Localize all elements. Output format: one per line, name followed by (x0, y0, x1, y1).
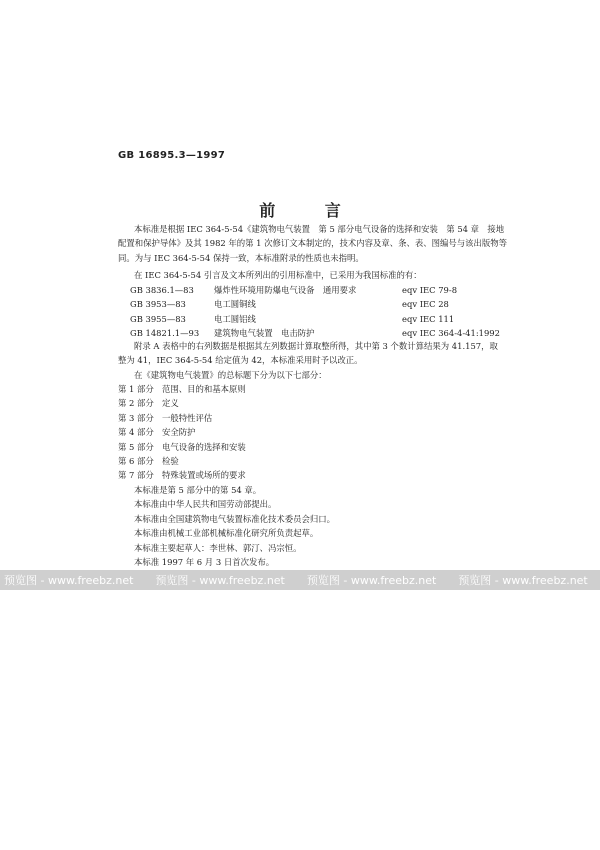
part-title: 定义 (162, 398, 179, 409)
closing-line: 本标准由机械工业部机械标准化研究所负责起草。 (134, 528, 319, 539)
part-number: 第 7 部分 (118, 470, 154, 481)
list-item (118, 454, 498, 468)
watermark-band (0, 570, 600, 590)
part-number: 第 4 部分 (118, 427, 154, 438)
reference-code: GB 3953—83 (130, 299, 186, 310)
page-title: 前 言 (259, 201, 363, 220)
part-title: 安全防护 (162, 427, 196, 438)
reference-title: 建筑物电气装置 电击防护 (214, 328, 315, 339)
closing-line: 本标准 1997 年 6 月 3 日首次发布。 (134, 557, 275, 568)
list-item (118, 396, 498, 410)
list-item (118, 425, 498, 439)
reference-eqv: eqv IEC 111 (402, 313, 455, 324)
list-item (118, 382, 498, 396)
reference-title: 电工圆铜线 (214, 299, 256, 310)
closing-line: 本标准由全国建筑物电气装置标准化技术委员会归口。 (134, 513, 335, 524)
reference-eqv: eqv IEC 79-8 (402, 285, 458, 295)
part-title: 检验 (162, 456, 179, 467)
reference-eqv: eqv IEC 364-4-41:1992 (402, 328, 500, 339)
part-number: 第 6 部分 (118, 456, 154, 467)
reference-title: 爆炸性环境用防爆电气设备 通用要求 (214, 285, 357, 295)
watermark-text: 预览图 - www.freebz.net (155, 574, 285, 587)
part-number: 第 2 部分 (118, 398, 154, 409)
watermark-text: 预览图 - www.freebz.net (306, 574, 437, 587)
closing-line: 本标准由中华人民共和国劳动部提出。 (134, 499, 277, 510)
standard-code: GB 16895.3—1997 (118, 150, 226, 161)
closing-line: 本标准是第 5 部分中的第 54 章。 (134, 485, 262, 495)
intro-line: 配置和保护导体》及其 1982 年的第 1 次修订文本制定的，技术内容及章、条、表、图编号与该出版物等 (118, 238, 508, 249)
reference-eqv: eqv IEC 28 (402, 299, 449, 310)
part-number: 第 1 部分 (118, 384, 154, 394)
reference-row (130, 283, 500, 297)
reference-row (130, 297, 500, 311)
part-title: 范围、目的和基本原则 (162, 384, 246, 394)
part-title: 特殊装置或场所的要求 (162, 470, 246, 481)
intro-line: 本标准是根据 IEC 364-5-54《建筑物电气装置 第 5 部分电气设备的选择和安装 第 54 章 接地 (134, 224, 505, 234)
reference-code: GB 14821.1—93 (130, 328, 200, 339)
reference-code: GB 3836.1—83 (130, 285, 194, 295)
reference-intro: 在 IEC 364-5-54 引言及文本所列出的引用标准中，已采用为我国标准的有： (134, 270, 422, 280)
intro-paragraph (118, 222, 508, 265)
part-number: 第 5 部分 (118, 441, 154, 452)
reference-title: 电工圆铝线 (214, 313, 256, 324)
part-title: 一般特性评估 (162, 412, 213, 423)
parts-list (118, 382, 498, 483)
reference-code: GB 3955—83 (130, 313, 186, 324)
closing-section (118, 483, 498, 569)
list-item (118, 411, 498, 425)
watermark-text: 预览图 - www.freebz.net (458, 574, 588, 587)
list-item (118, 468, 498, 482)
list-item (118, 440, 498, 454)
reference-list (130, 283, 500, 341)
part-number: 第 3 部分 (118, 412, 154, 423)
parts-intro: 在《建筑物电气装置》的总标题下分为以下七部分： (134, 370, 327, 380)
closing-line: 本标准主要起草人：李世林、郭汀、冯宗恒。 (134, 542, 302, 553)
reference-row (130, 312, 500, 326)
watermark-text: 预览图 - www.freebz.net (4, 574, 134, 587)
part-title: 电气设备的选择和安装 (162, 441, 246, 452)
appendix-note: 附录 A 表格中的右列数据是根据其左列数据计算取整所得，其中第 3 个数计算结果为 41.157，取 整为 41，IEC 364-5-54 给定值为 42，本标准采用时予以改正。 (118, 341, 498, 366)
intro-line: 同。为与 IEC 364-5-54 保持一致，本标准附录的性质也未指明。 (118, 252, 364, 263)
